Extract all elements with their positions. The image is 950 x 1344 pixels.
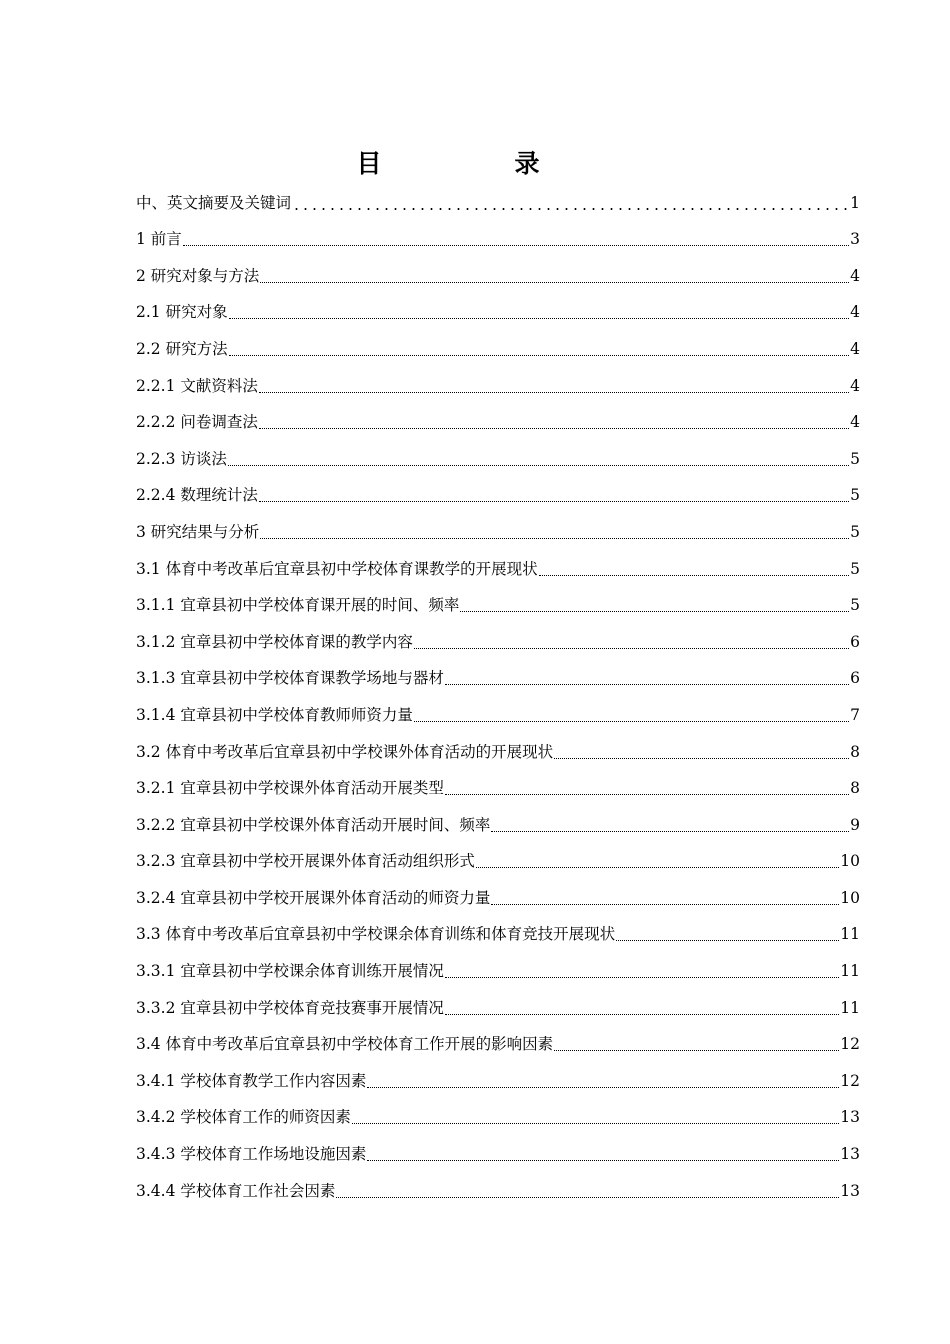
toc-entry[interactable]: [136, 550, 860, 587]
toc-entry-label: 3.4.3 学校体育工作场地设施因素: [136, 1145, 367, 1164]
toc-entry-page-number: 4: [850, 303, 860, 322]
toc-entry-page-number: 13: [840, 1108, 860, 1127]
toc-dot-leader: [491, 904, 839, 905]
toc-dot-leader: [554, 758, 849, 759]
toc-dot-leader: [445, 684, 849, 685]
toc-entry-label: 3.4.4 学校体育工作社会因素: [136, 1181, 336, 1200]
toc-entry-label: 3.1.1 宜章县初中学校体育课开展的时间、频率: [136, 596, 460, 615]
toc-entry-page-number: 5: [850, 449, 860, 468]
toc-heading: 目 录: [356, 149, 594, 178]
toc-entry-label: 3.2.1 宜章县初中学校课外体育活动开展类型: [136, 779, 444, 798]
toc-entry[interactable]: [136, 733, 860, 770]
toc-entry[interactable]: [136, 952, 860, 989]
toc-dot-leader: [259, 428, 849, 429]
toc-entry-label: 3.3.2 宜章县初中学校体育竞技赛事开展情况: [136, 998, 444, 1017]
toc-dot-leader: [259, 392, 849, 393]
toc-entry[interactable]: [136, 1062, 860, 1099]
toc-entry-page-number: 8: [850, 742, 860, 761]
toc-dot-leader: [229, 355, 850, 356]
toc-entry-label: 3.4 体育中考改革后宜章县初中学校体育工作开展的影响因素: [136, 1035, 554, 1054]
toc-dot-leader: [476, 867, 839, 868]
toc-entry-label: 2 研究对象与方法: [136, 266, 260, 285]
toc-entry-label: 3.4.1 学校体育教学工作内容因素: [136, 1071, 367, 1090]
toc-dot-leader: [367, 1160, 839, 1161]
toc-entry[interactable]: [136, 806, 860, 843]
toc-entry[interactable]: [136, 1135, 860, 1172]
toc-entry-page-number: 6: [850, 632, 860, 651]
toc-entry-page-number: 10: [840, 888, 860, 907]
toc-entry-page-number: 12: [840, 1035, 860, 1054]
toc-entry-page-number: 5: [850, 486, 860, 505]
toc-entry-page-number: 1: [850, 193, 860, 212]
toc-entry[interactable]: [136, 989, 860, 1026]
toc-entry[interactable]: [136, 660, 860, 697]
toc-entry[interactable]: [136, 623, 860, 660]
toc-entry-label: 2.2.1 文献资料法: [136, 376, 258, 395]
toc-entry[interactable]: [136, 1099, 860, 1136]
toc-entry-label: 中、英文摘要及关键词: [136, 193, 292, 212]
toc-entry-page-number: 10: [840, 852, 860, 871]
toc-entry-page-number: 4: [850, 266, 860, 285]
table-of-contents: [136, 184, 860, 1209]
toc-entry-page-number: 3: [850, 230, 860, 249]
toc-entry-label: 3.2.4 宜章县初中学校开展课外体育活动的师资力量: [136, 888, 491, 907]
toc-dot-leader: [414, 721, 849, 722]
toc-dot-leader: [292, 207, 849, 211]
toc-dot-leader: [336, 1197, 839, 1198]
toc-entry[interactable]: [136, 367, 860, 404]
toc-dot-leader: [352, 1123, 839, 1124]
toc-entry[interactable]: [136, 404, 860, 441]
toc-dot-leader: [460, 611, 849, 612]
toc-entry-label: 3.1.4 宜章县初中学校体育教师师资力量: [136, 705, 413, 724]
toc-entry-page-number: 4: [850, 339, 860, 358]
toc-entry-page-number: 11: [840, 962, 860, 981]
toc-entry-page-number: 7: [850, 705, 860, 724]
toc-entry-page-number: 11: [840, 998, 860, 1017]
toc-entry-label: 3.2 体育中考改革后宜章县初中学校课外体育活动的开展现状: [136, 742, 554, 761]
toc-entry-label: 3.2.3 宜章县初中学校开展课外体育活动组织形式: [136, 852, 475, 871]
toc-entry-label: 3.3.1 宜章县初中学校课余体育训练开展情况: [136, 962, 444, 981]
toc-entry[interactable]: [136, 440, 860, 477]
toc-dot-leader: [554, 1050, 839, 1051]
toc-dot-leader: [445, 794, 849, 795]
toc-entry-label: 3.3 体育中考改革后宜章县初中学校课余体育训练和体育竞技开展现状: [136, 925, 616, 944]
toc-entry[interactable]: [136, 330, 860, 367]
toc-entry[interactable]: [136, 513, 860, 550]
toc-entry[interactable]: [136, 1026, 860, 1063]
toc-entry[interactable]: [136, 184, 860, 221]
toc-entry[interactable]: [136, 477, 860, 514]
toc-entry-label: 3.2.2 宜章县初中学校课外体育活动开展时间、频率: [136, 815, 491, 834]
toc-entry-label: 3 研究结果与分析: [136, 522, 260, 541]
toc-dot-leader: [259, 501, 849, 502]
toc-entry-page-number: 8: [850, 779, 860, 798]
toc-dot-leader: [491, 831, 849, 832]
toc-entry-page-number: 12: [840, 1071, 860, 1090]
toc-entry-label: 3.1 体育中考改革后宜章县初中学校体育课教学的开展现状: [136, 559, 538, 578]
toc-entry-label: 3.4.2 学校体育工作的师资因素: [136, 1108, 351, 1127]
toc-entry-page-number: 4: [850, 376, 860, 395]
toc-entry-label: 1 前言: [136, 230, 182, 249]
toc-entry[interactable]: [136, 843, 860, 880]
toc-entry-label: 2.2.3 访谈法: [136, 449, 227, 468]
toc-dot-leader: [445, 1014, 839, 1015]
toc-dot-leader: [260, 282, 849, 283]
toc-entry-page-number: 6: [850, 669, 860, 688]
toc-entry[interactable]: [136, 1172, 860, 1209]
toc-dot-leader: [229, 318, 850, 319]
toc-entry-label: 3.1.2 宜章县初中学校体育课的教学内容: [136, 632, 413, 651]
toc-entry[interactable]: [136, 294, 860, 331]
toc-entry[interactable]: [136, 257, 860, 294]
toc-entry-page-number: 5: [850, 596, 860, 615]
toc-entry-page-number: 4: [850, 413, 860, 432]
toc-dot-leader: [183, 245, 849, 246]
toc-entry[interactable]: [136, 770, 860, 807]
toc-dot-leader: [228, 465, 849, 466]
toc-entry-page-number: 13: [840, 1181, 860, 1200]
toc-dot-leader: [260, 538, 849, 539]
toc-entry[interactable]: [136, 221, 860, 258]
toc-entry-page-number: 5: [850, 559, 860, 578]
toc-entry-label: 2.2 研究方法: [136, 339, 228, 358]
toc-dot-leader: [414, 648, 849, 649]
toc-entry-label: 3.1.3 宜章县初中学校体育课教学场地与器材: [136, 669, 444, 688]
toc-entry-page-number: 9: [850, 815, 860, 834]
toc-entry[interactable]: [136, 879, 860, 916]
toc-entry-label: 2.2.2 问卷调查法: [136, 413, 258, 432]
toc-entry-page-number: 11: [840, 925, 860, 944]
toc-entry-label: 2.1 研究对象: [136, 303, 228, 322]
toc-entry-page-number: 13: [840, 1145, 860, 1164]
toc-dot-leader: [445, 977, 839, 978]
toc-dot-leader: [616, 940, 839, 941]
toc-entry[interactable]: [136, 587, 860, 624]
toc-entry[interactable]: [136, 916, 860, 953]
toc-dot-leader: [367, 1087, 839, 1088]
toc-entry-label: 2.2.4 数理统计法: [136, 486, 258, 505]
toc-entry-page-number: 5: [850, 522, 860, 541]
toc-entry[interactable]: [136, 696, 860, 733]
toc-dot-leader: [539, 575, 850, 576]
